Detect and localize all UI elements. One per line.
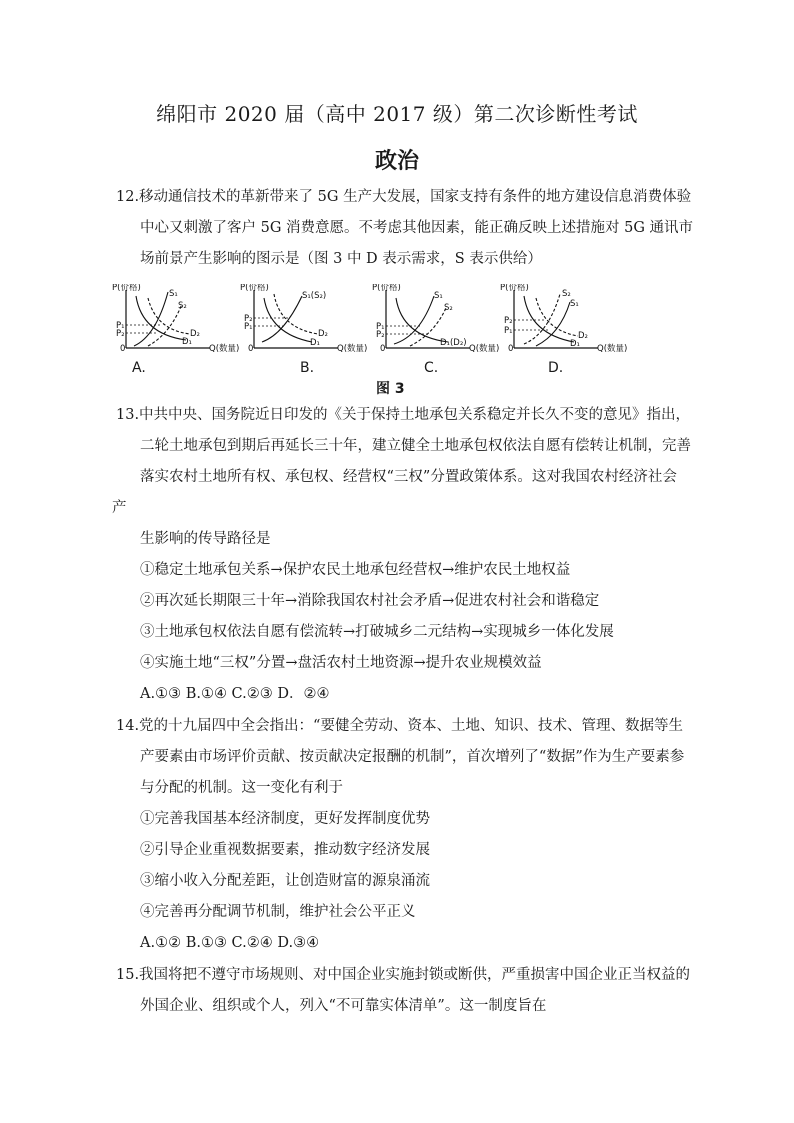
q14-option-1: ①完善我国基本经济制度，更好发挥制度优势 <box>140 811 430 827</box>
graph-a-curve-d2: D₂ <box>190 329 200 339</box>
q13-option-1: ①稳定土地承包关系→保护农民土地承包经营权→维护农民土地权益 <box>140 562 571 578</box>
graph-b-origin: 0 <box>248 344 254 354</box>
graph-a-price-2: P₂ <box>116 329 125 339</box>
q12-line-2: 中心又刺激了客户 5G 消费意愿。不考虑其他因素，能正确反映上述措施对 5G 通讯市 <box>140 220 694 236</box>
graph-a-price-1: P₁ <box>116 321 125 331</box>
graph-b-curve-d1: D₁ <box>310 338 320 348</box>
graph-c <box>372 284 502 356</box>
q15-line-2: 外国企业、组织或个人，列入“不可靠实体清单”。这一制度旨在 <box>140 998 547 1014</box>
graph-b <box>240 284 370 356</box>
graph-b-label: B. <box>300 360 315 376</box>
subject-title: 政治 <box>374 148 419 174</box>
graph-d-curve-s1: S₁ <box>570 299 579 309</box>
graph-d-curve-d1: D₁ <box>570 339 580 349</box>
q13-line-2: 二轮土地承包到期后再延长三十年，建立健全土地承包权依法自愿有偿转让机制，完善 <box>140 438 691 454</box>
q14-line-1: 14.党的十九届四中全会指出：“要健全劳动、资本、土地、知识、技术、管理、数据等生 <box>116 718 683 734</box>
q13-line-4: 产 <box>112 500 127 516</box>
graph-a-curve-d1: D₁ <box>182 337 192 347</box>
q13-option-3: ③土地承包权依法自愿有偿流转→打破城乡二元结构→实现城乡一体化发展 <box>140 624 614 640</box>
graph-c-x-axis: Q(数量) <box>469 344 500 354</box>
graph-c-origin: 0 <box>380 344 386 354</box>
graph-c-price-1: P₁ <box>376 322 385 332</box>
graph-c-curve-d: D₁(D₂) <box>440 338 467 348</box>
graph-d-curve-s2: S₂ <box>562 289 571 299</box>
graph-a-y-axis: P(价格) <box>112 284 141 293</box>
q13-line-1: 13.中共中央、国务院近日印发的《关于保持土地承包关系稳定并长久不变的意见》指出， <box>116 407 691 423</box>
q14-line-2: 产要素由市场评价贡献、按贡献决定报酬的机制”，首次增列了“数据”作为生产要素参 <box>140 749 685 765</box>
graph-d <box>500 284 630 356</box>
graph-a-curve-s1: S₁ <box>169 289 178 299</box>
q13-choices: A.①③ B.①④ C.②③ D．②④ <box>140 686 330 702</box>
graph-a-origin: 0 <box>120 344 126 354</box>
graph-c-y-axis: P(价格) <box>372 284 401 293</box>
q12-line-3: 场前景产生影响的图示是（图 3 中 D 表示需求，S 表示供给） <box>140 251 542 267</box>
q13-option-4: ④实施土地“三权”分置→盘活农村土地资源→提升农业规模效益 <box>140 655 542 671</box>
graph-c-price-2: P₂ <box>376 330 385 340</box>
graph-b-y-axis: P(价格) <box>240 284 269 293</box>
q15-line-1: 15.我国将把不遵守市场规则、对中国企业实施封锁或断供，严重损害中国企业正当权益的 <box>116 967 691 983</box>
graph-d-label: D. <box>548 360 564 376</box>
graph-d-origin: 0 <box>508 344 514 354</box>
graph-c-curve-s2: S₂ <box>444 303 453 313</box>
exam-title: 绵阳市 2020 届（高中 2017 级）第二次诊断性考试 <box>156 102 638 126</box>
q14-option-4: ④完善再分配调节机制，维护社会公平正义 <box>140 904 416 920</box>
q12-line-1: 12.移动通信技术的革新带来了 5G 生产大发展，国家支持有条件的地方建设信息消费体验 <box>116 189 692 205</box>
graph-b-price-2: P₁ <box>244 322 253 332</box>
graph-b-curve-s: S₁(S₂) <box>302 291 327 301</box>
graph-b-x-axis: Q(数量) <box>337 344 368 354</box>
graph-d-curve-d2: D₂ <box>578 331 588 341</box>
q14-line-3: 与分配的机制。这一变化有利于 <box>140 780 343 796</box>
graph-a <box>112 284 242 356</box>
q14-option-3: ③缩小收入分配差距，让创造财富的源泉涌流 <box>140 873 430 889</box>
q13-line-5: 生影响的传导路径是 <box>140 531 271 547</box>
figure-caption: 图 3 <box>376 381 405 397</box>
graph-a-x-axis: Q(数量) <box>209 344 240 354</box>
graph-c-label: C. <box>424 360 439 376</box>
graph-b-price-1: P₂ <box>244 314 253 324</box>
q13-line-3: 落实农村土地所有权、承包权、经营权“三权”分置政策体系。这对我国农村经济社会 <box>140 469 677 485</box>
graph-b-curve-d2: D₂ <box>318 329 328 339</box>
graph-c-curve-s1: S₁ <box>434 291 443 301</box>
graph-d-y-axis: P(价格) <box>500 284 529 293</box>
graph-d-x-axis: Q(数量) <box>597 344 628 354</box>
q14-option-2: ②引导企业重视数据要素，推动数字经济发展 <box>140 842 430 858</box>
q13-option-2: ②再次延长期限三十年→消除我国农村社会矛盾→促进农村社会和谐稳定 <box>140 593 600 609</box>
q14-choices: A.①② B.①③ C.②④ D.③④ <box>140 935 320 951</box>
graph-d-price-2: P₁ <box>504 326 513 336</box>
graph-a-label: A. <box>132 360 146 376</box>
graph-a-curve-s2: S₂ <box>178 301 187 311</box>
graph-d-price-1: P₂ <box>504 316 513 326</box>
